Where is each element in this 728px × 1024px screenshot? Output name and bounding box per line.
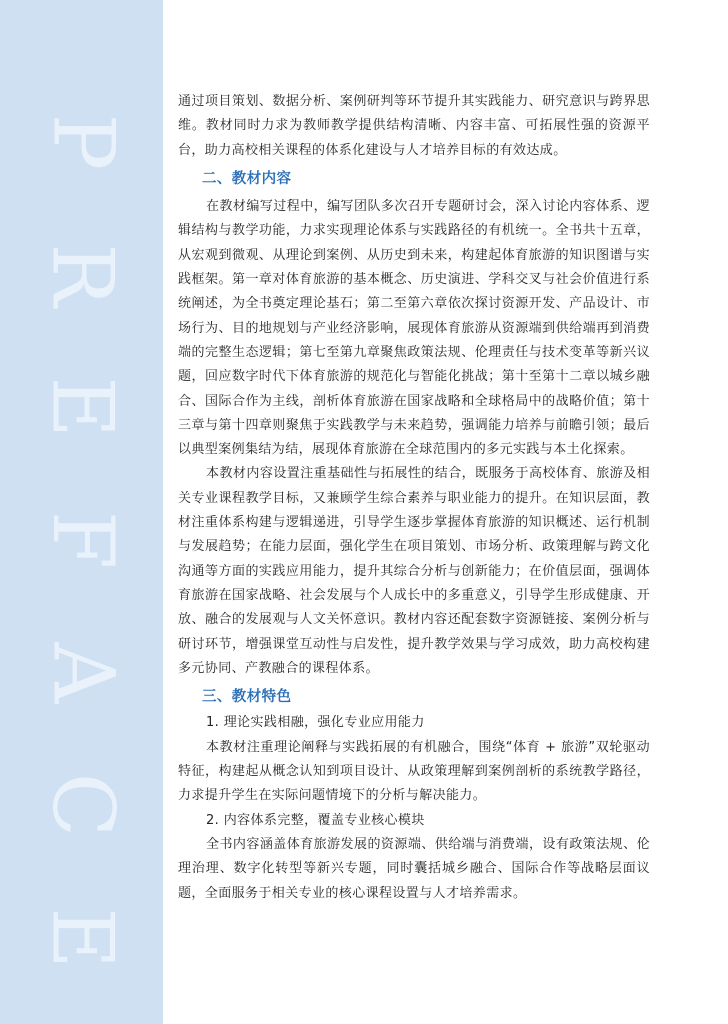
watermark-letter: E [33, 376, 132, 438]
body-paragraph: 全书内容涵盖体育旅游发展的资源端、供给端与消费端，设有政策法规、伦理治理、数字化转型等新兴专题，同时囊括城乡融合、国际合作等战略层面议题，全面服务于相关专业的核心课程设置与人才培养需求。 [178, 836, 650, 901]
watermark-letter: A [33, 642, 132, 703]
section-heading-content: 二、教材内容 [202, 170, 292, 187]
preface-body [178, 90, 650, 906]
body-paragraph: 通过项目策划、数据分析、案例研判等环节提升其实践能力、研究意识与跨界思维。教材同时力求为教师教学提供结构清晰、内容丰富、可拓展性强的资源平台，助力高校相关课程的体系化建设与人才培养目标的有效达成。 [178, 94, 650, 158]
watermark-letter: R [34, 243, 132, 307]
preface-watermark [33, 100, 132, 980]
watermark-letter: E [33, 907, 132, 969]
body-paragraph: 在教材编写过程中，编写团队多次召开专题研讨会，深入讨论内容体系、逻辑结构与教学功能，力求实现理论体系与实践路径的有机统一。全书共十五章，从宏观到微观、从理论到案例、从历史到未来，构建起体育旅游的知识图谱与实践框架。第一章对体育旅游的基本概念、历史演进、学科交叉与社会价值进行系统阐述，为全书奠定理论基石；第二至第六章依次探讨资源开发、产品设计、市场行为、目的地规划与产业经济影响，展现体育旅游从资源端到供给端再到消费端的完整生态逻辑；第七至第九章聚焦政策法规、伦理责任与技术变革等新兴议题，回应数字时代下体育旅游的规范化与智能化挑战；第十至第十二章以城乡融合、国际合作为主线，剖析体育旅游在国家战略和全球格局中的战略价值；第十三章与第十四章则聚焦于实践教学与未来趋势，强调能力培养与前瞻引领；最后以典型案例集结为结，展现体育旅游在全球范围内的多元实践与本土化探索。 [178, 199, 650, 458]
watermark-letter: F [33, 510, 132, 570]
watermark-letter: C [34, 773, 132, 838]
body-paragraph: 本教材内容设置注重基础性与拓展性的结合，既服务于高校体育、旅游及相关专业课程教学目标，又兼顾学生综合素养与职业能力的提升。在知识层面，教材注重体系构建与逻辑递进，引导学生逐步掌握体育旅游的知识概述、运行机制与发展趋势；在能力层面，强化学生在项目策划、市场分析、政策理解与跨文化沟通等方面的实践应用能力，提升其综合分析与创新能力；在价值层面，强调体育旅游在国家战略、社会发展与个人成长中的多重意义，引导学生形成健康、开放、融合的发展观与人文关怀意识。教材内容还配套数字资源链接、案例分析与研讨环节，增强课堂互动性与启发性，提升教学效果与学习成效，助力高校构建多元协同、产教融合的课程体系。 [178, 466, 650, 676]
section-heading-features: 三、教材特色 [202, 689, 292, 706]
feature-subheading: 1. 理论实践相融，强化专业应用能力 [206, 715, 425, 731]
body-paragraph: 本教材注重理论阐释与实践拓展的有机融合，围绕“体育 + 旅游”双轮驱动特征，构建起从概念认知到项目设计、从政策理解到案例剖析的系统教学路径，力求提升学生在实际问题情境下的分析与解决能力。 [178, 739, 650, 804]
watermark-letter: P [34, 113, 132, 171]
feature-subheading: 2. 内容体系完整，覆盖专业核心模块 [206, 812, 425, 828]
